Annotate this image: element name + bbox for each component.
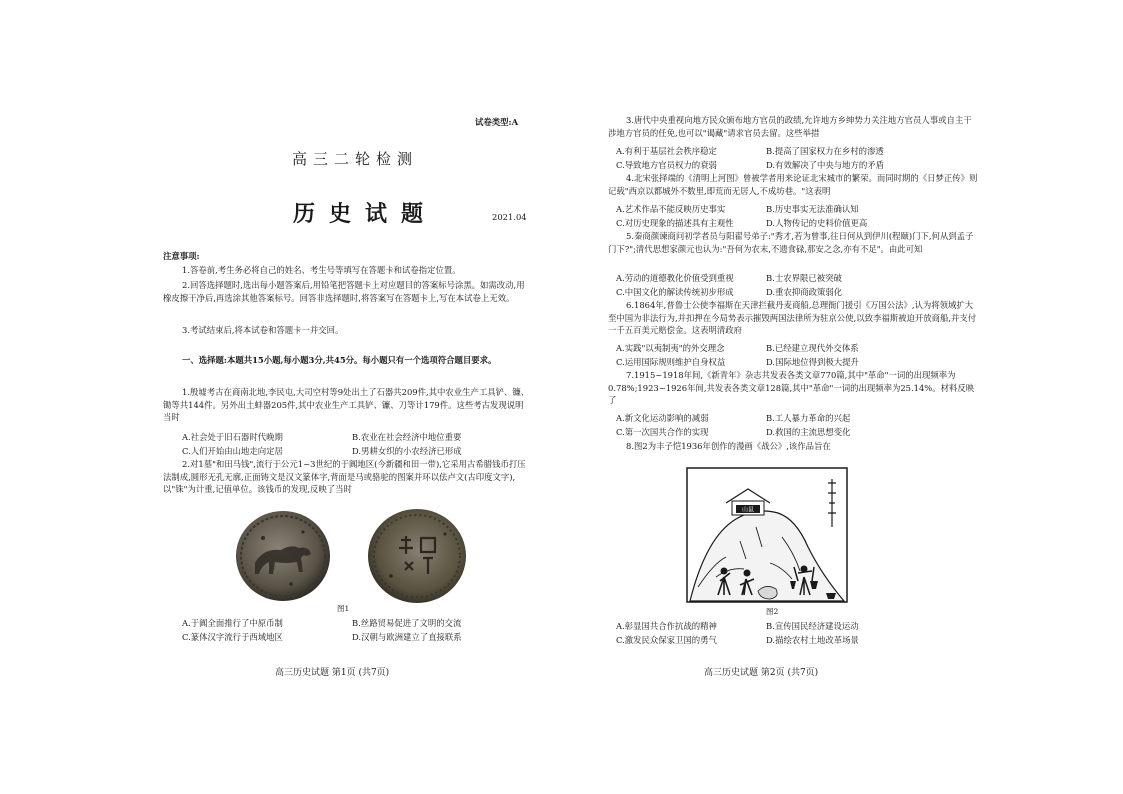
q6-option-d[interactable]: D.国际地位得到极大提升	[766, 357, 859, 367]
notice-item-3: 3.考试结束后,将本试卷和答题卡一并交回。	[182, 325, 344, 335]
q6-option-a[interactable]: A.实践"以夷制夷"的外交理念	[616, 343, 725, 353]
main-title: 历史试题	[293, 201, 438, 227]
q5-option-c[interactable]: C.中国文化的解读传统初步形成	[616, 287, 734, 297]
q6-option-c[interactable]: C.运用国际规则维护自身权益	[616, 357, 726, 367]
exam-type: 试卷类型:A	[475, 117, 519, 127]
q1-option-a[interactable]: A.社会处于旧石器时代晚期	[182, 432, 283, 442]
question-2-stem: 2.对1墓"和田马钱",流行于公元1~3世纪的于阗地区(今新疆和田一带),它采用古希腊钱币打压法制成,圆形无孔无廓,正面铸文是汉文篆体字,背面是马或骆驼的图案并环以佉卢文(古印度文字),以"铢"为计重,记值单位。该钱币的发现,反映了当时	[163, 459, 526, 495]
question-4-stem: 4.北宋张择端的《清明上河图》曾被学者用来论证北宋城市的繁荣。而同时期的《日梦正传》则记载"西京以都城外不数里,即荒而无居人,不成坊巷。"这表明	[608, 173, 978, 196]
q7-option-b[interactable]: B.工人暴力革命的兴起	[766, 413, 851, 423]
exam-date: 2021.04	[492, 212, 527, 222]
q4-option-d[interactable]: D.人物传记的史料价值更高	[766, 218, 868, 228]
q2-option-a[interactable]: A.于阗全面推行了中原币制	[182, 618, 283, 628]
question-8-stem: 8.图2为丰子恺1936年创作的漫画《战公》,该作品旨在	[626, 441, 831, 451]
page-1-footer: 高三历史试题 第1页 (共7页)	[275, 668, 390, 678]
figure-2-caption: 图2	[766, 607, 779, 616]
question-7-stem: 7.1915~1918年间,《新青年》杂志共发表各类文章770篇,其中"革命"一词的出现频率为0.78%;1923~1926年间,共发表各类文章128篇,其中"革命"一词的出现频率为25.14%。材料反映了	[608, 370, 975, 406]
q1-option-b[interactable]: B.农业在社会经济中地位重要	[352, 432, 462, 442]
q8-option-b[interactable]: B.宣传国民经济建设运动	[766, 621, 859, 631]
q7-option-c[interactable]: C.第一次国共合作的实现	[616, 427, 709, 437]
q8-option-c[interactable]: C.激发民众保家卫国的勇气	[616, 635, 717, 645]
question-3-stem: 3.唐代中央重视向地方民众颁布地方官员的政绩,允许地方乡绅势力关注地方官员人事或自主干涉地方官员的任免,也可以"谒藏"请求官员去留。这些举措	[608, 115, 972, 138]
q6-option-b[interactable]: B.已经建立现代外交体系	[766, 343, 859, 353]
q8-option-a[interactable]: A.彰显国共合作抗战的精神	[616, 621, 717, 631]
q2-option-b[interactable]: B.丝路贸易促进了文明的交流	[352, 618, 462, 628]
figure-1-caption: 图1	[337, 604, 350, 613]
q5-option-a[interactable]: A.劳动的道德教化价值受到重视	[616, 273, 734, 283]
header-title: 高三二轮检测	[292, 150, 419, 168]
question-5-stem: 5.秦商颜谏商问初学者员与阳翟号弟子:"秀才,若为曾事,往日何从到伊川(程颐)门下,何从到孟子门下?";清代思想家颜元也认为:"吾何为农末,不遗食碌,那安之念,亦有不足"。由此可知	[608, 231, 974, 254]
page-2	[562, 0, 1123, 794]
q5-option-b[interactable]: B.士农界限已被突破	[766, 273, 842, 283]
q2-option-c[interactable]: C.篆体汉字流行于西域地区	[182, 632, 283, 642]
page-2-footer: 高三历史试题 第2页 (共7页)	[704, 668, 819, 678]
q3-option-c[interactable]: C.导致地方官员权力的衰弱	[616, 160, 717, 170]
q3-option-d[interactable]: D.有效解决了中央与地方的矛盾	[766, 160, 884, 170]
q3-option-a[interactable]: A.有利于基层社会秩序稳定	[616, 146, 717, 156]
cartoon-sign-text: 山鼠	[741, 506, 755, 514]
q5-option-d[interactable]: D.重农抑商政策弱化	[766, 287, 843, 297]
q4-option-c[interactable]: C.对历史现象的描述具有主观性	[616, 218, 734, 228]
question-6-stem: 6.1864年,普鲁士公使李福斯在天津拦截丹麦商船,总理衙门援引《万国公法》,认为将领域扩大至中国为非法行为,并扣押在今局势表示摧毁两国法律所为驻京公使,以致李福斯被迫开放商船,并支付一千五百美元赔偿金。这表明清政府	[608, 300, 977, 336]
q2-option-d[interactable]: D.汉朝与欧洲建立了直接联系	[352, 632, 462, 642]
q7-option-d[interactable]: D.救国的主流思想变化	[766, 427, 851, 437]
notice-item-2: 2.回答选择题时,选出每小题答案后,用铅笔把答题卡上对应题目的答案标号涂黑。如需改动,用橡皮擦干净后,再选涂其他答案标号。回答非选择题时,将答案写在答题卡上,写在本试卷上无效。	[163, 280, 525, 303]
notice-item-1: 1.答卷前,考生务必将自己的姓名、考生号等填写在答题卡和试卷指定位置。	[182, 265, 461, 275]
question-1-stem: 1.殷墟考古在商南北地,李民屯,大司空村等9处出土了石器共209件,其中农业生产工具铲、镰、锄等共144件。另外出土蚌器205件,其中农业生产工具铲、镰、刀等计179件。这些考古发现说明当时	[163, 387, 530, 423]
coin-obverse-image	[233, 508, 333, 604]
q4-option-b[interactable]: B.历史事实无法准确认知	[766, 204, 859, 214]
section-heading: 一、选择题:本题共15小题,每小题3分,共45分。每小题只有一个选项符合题目要求。	[182, 355, 497, 365]
q4-option-a[interactable]: A.艺术作品不能反映历史事实	[616, 204, 726, 214]
q1-option-d[interactable]: D.男耕女织的小农经济已形成	[352, 446, 462, 456]
q7-option-a[interactable]: A.新文化运动影响的减弱	[616, 413, 709, 423]
q3-option-b[interactable]: B.提高了国家权力在乡村的渗透	[766, 146, 884, 156]
notice-heading: 注意事项:	[163, 251, 200, 261]
q8-option-d[interactable]: D.描绘农村土地改革场景	[766, 635, 859, 645]
cartoon-image	[686, 467, 848, 603]
coin-reverse-image	[365, 506, 469, 606]
q1-option-c[interactable]: C.人们开始由山地走向定居	[182, 446, 283, 456]
